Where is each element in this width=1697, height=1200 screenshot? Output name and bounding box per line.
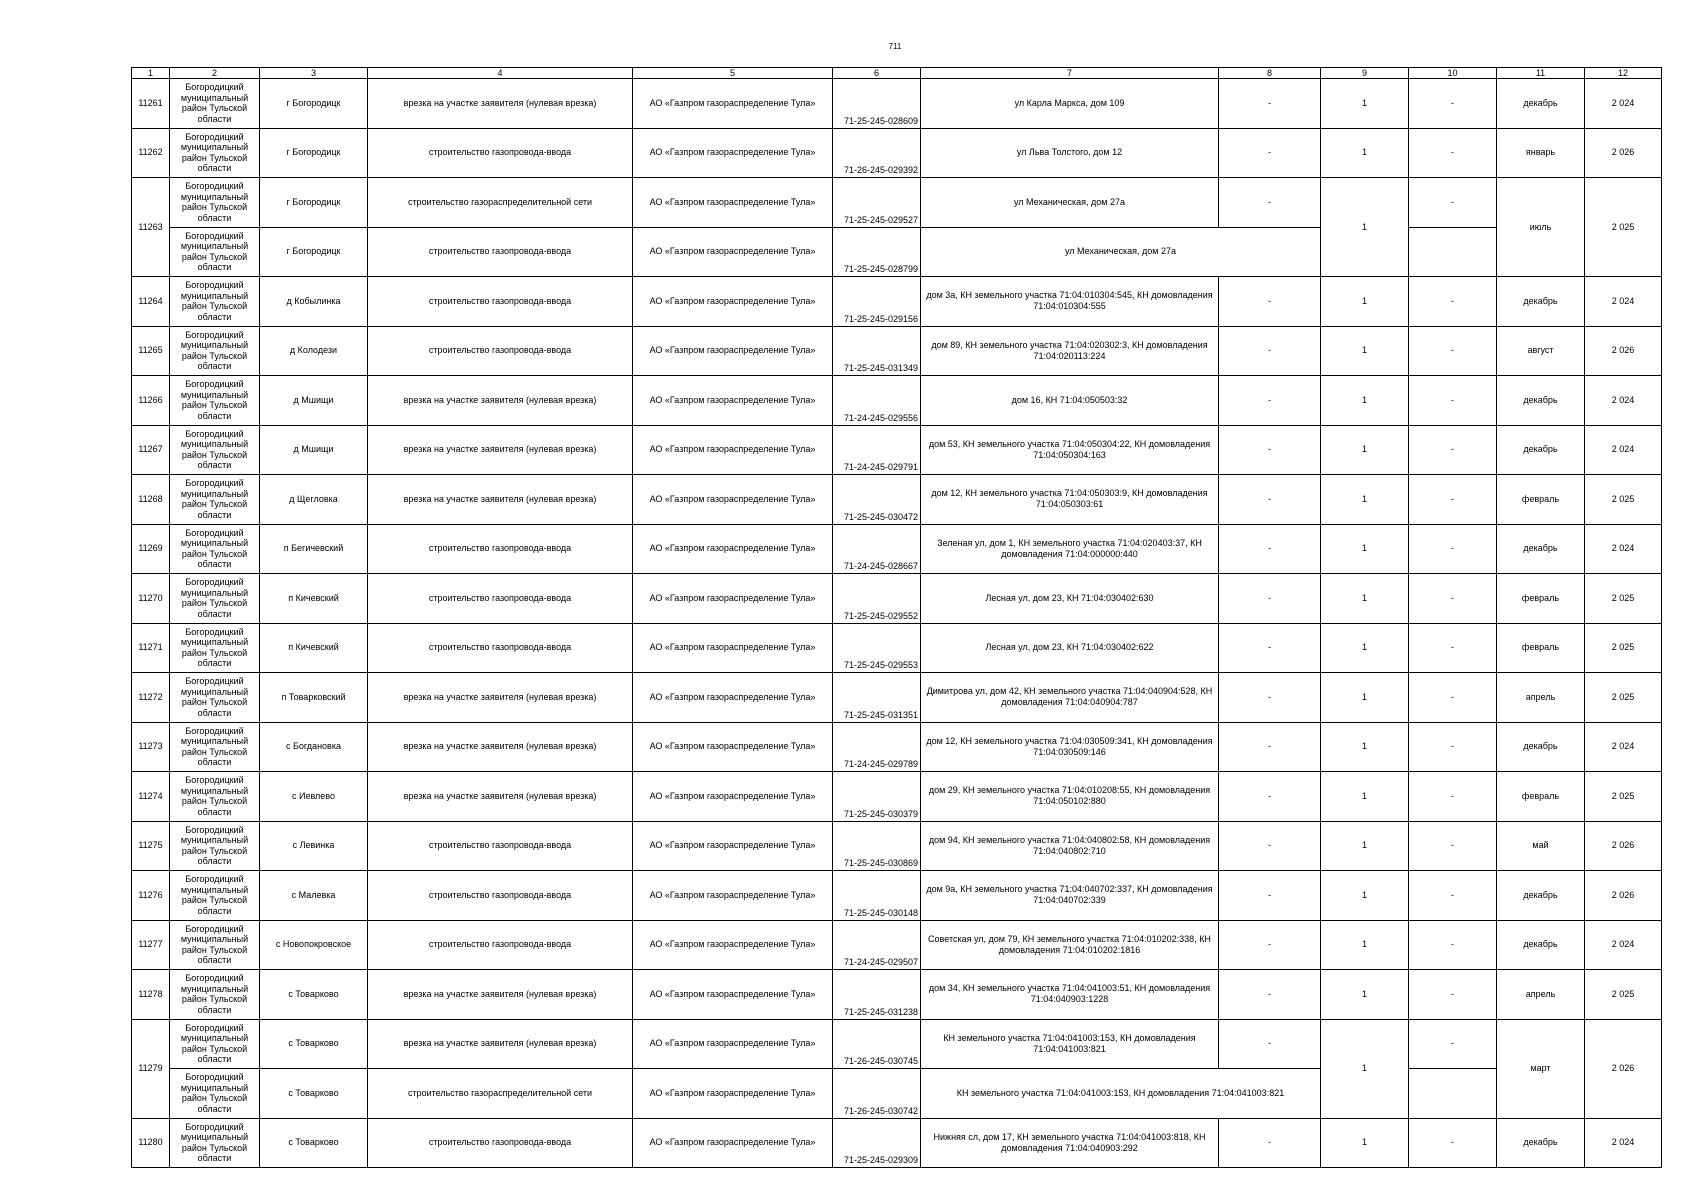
code-cell: 71-25-245-029156 — [833, 277, 921, 327]
settlement-cell: с Иевлево — [260, 772, 368, 822]
table-row — [132, 425, 1662, 475]
code-cell: 71-24-245-029556 — [833, 376, 921, 426]
col8-cell: - — [1219, 821, 1321, 871]
month-cell: декабрь — [1497, 376, 1585, 426]
year-cell: 2 026 — [1585, 128, 1662, 178]
code-cell: 71-24-245-028667 — [833, 524, 921, 574]
settlement-cell: с Богдановка — [260, 722, 368, 772]
work-type-cell: строительство газопровода-ввода — [368, 574, 633, 624]
col10-cell: - — [1409, 1019, 1497, 1069]
month-cell: июль — [1497, 178, 1585, 277]
row-number-cell: 11261 — [132, 79, 170, 129]
table-row — [132, 970, 1662, 1020]
col10-cell: - — [1409, 574, 1497, 624]
month-cell: декабрь — [1497, 425, 1585, 475]
code-cell: 71-24-245-029507 — [833, 920, 921, 970]
col8-cell: - — [1219, 376, 1321, 426]
col10-cell: - — [1409, 326, 1497, 376]
year-cell: 2 025 — [1585, 970, 1662, 1020]
organization-cell: АО «Газпром газораспределение Тула» — [633, 1118, 833, 1168]
organization-cell: АО «Газпром газораспределение Тула» — [633, 425, 833, 475]
row-number-cell: 11276 — [132, 871, 170, 921]
month-cell: декабрь — [1497, 920, 1585, 970]
organization-cell: АО «Газпром газораспределение Тула» — [633, 326, 833, 376]
work-type-cell: врезка на участке заявителя (нулевая врезка) — [368, 722, 633, 772]
work-type-cell: строительство газопровода-ввода — [368, 1118, 633, 1168]
col10-cell: - — [1409, 772, 1497, 822]
table-row — [132, 524, 1662, 574]
col9-cell: 1 — [1321, 623, 1409, 673]
code-cell: 71-26-245-029392 — [833, 128, 921, 178]
row-number-cell: 11269 — [132, 524, 170, 574]
organization-cell: АО «Газпром газораспределение Тула» — [633, 277, 833, 327]
table-row — [132, 673, 1662, 723]
address-cell: дом 34, КН земельного участка 71:04:041003:51, КН домовладения 71:04:040903:1228 — [921, 970, 1219, 1020]
settlement-cell: г Богородицк — [260, 79, 368, 129]
settlement-cell: г Богородицк — [260, 128, 368, 178]
col10-cell: - — [1409, 920, 1497, 970]
year-cell: 2 024 — [1585, 376, 1662, 426]
code-cell: 71-25-245-029527 — [833, 178, 921, 228]
col10-cell: - — [1409, 821, 1497, 871]
work-type-cell: строительство газопровода-ввода — [368, 623, 633, 673]
col8-cell: - — [1219, 326, 1321, 376]
column-number: 12 — [1585, 68, 1662, 79]
settlement-cell: с Товарково — [260, 1069, 368, 1119]
code-cell: 71-26-245-030745 — [833, 1019, 921, 1069]
address-cell: КН земельного участка 71:04:041003:153, КН домовладения 71:04:041003:821 — [921, 1019, 1219, 1069]
col10-cell: - — [1409, 475, 1497, 525]
district-cell: Богородицкий муниципальный район Тульской области — [170, 475, 260, 525]
settlement-cell: с Новопокровское — [260, 920, 368, 970]
code-cell: 71-24-245-029791 — [833, 425, 921, 475]
col8-cell: - — [1219, 871, 1321, 921]
col8-cell: - — [1219, 970, 1321, 1020]
month-cell: декабрь — [1497, 1118, 1585, 1168]
col9-cell: 1 — [1321, 821, 1409, 871]
work-type-cell: строительство газопровода-ввода — [368, 128, 633, 178]
organization-cell: АО «Газпром газораспределение Тула» — [633, 871, 833, 921]
col9-cell: 1 — [1321, 376, 1409, 426]
address-cell: ул Механическая, дом 27а — [921, 178, 1219, 228]
code-cell: 71-25-245-031349 — [833, 326, 921, 376]
address-cell: дом 29, КН земельного участка 71:04:010208:55, КН домовладения 71:04:050102:880 — [921, 772, 1219, 822]
work-type-cell: врезка на участке заявителя (нулевая врезка) — [368, 772, 633, 822]
table-row — [132, 821, 1662, 871]
district-cell: Богородицкий муниципальный район Тульской области — [170, 1069, 260, 1119]
district-cell: Богородицкий муниципальный район Тульской области — [170, 970, 260, 1020]
column-number-row — [132, 68, 1662, 79]
col8-cell: - — [1219, 277, 1321, 327]
code-cell: 71-25-245-031238 — [833, 970, 921, 1020]
col10-cell: - — [1409, 79, 1497, 129]
col9-cell: 1 — [1321, 425, 1409, 475]
organization-cell: АО «Газпром газораспределение Тула» — [633, 673, 833, 723]
month-cell: январь — [1497, 128, 1585, 178]
district-cell: Богородицкий муниципальный район Тульской области — [170, 821, 260, 871]
table-row — [132, 326, 1662, 376]
organization-cell: АО «Газпром газораспределение Тула» — [633, 475, 833, 525]
year-cell: 2 024 — [1585, 524, 1662, 574]
address-cell: дом 53, КН земельного участка 71:04:050304:22, КН домовладения 71:04:050304:163 — [921, 425, 1219, 475]
settlement-cell: п Кичевский — [260, 623, 368, 673]
address-cell: дом 89, КН земельного участка 71:04:020302:3, КН домовладения 71:04:020113:224 — [921, 326, 1219, 376]
col8-cell: - — [1219, 673, 1321, 723]
organization-cell: АО «Газпром газораспределение Тула» — [633, 79, 833, 129]
col8-cell: - — [1219, 178, 1321, 228]
settlement-cell: с Товарково — [260, 970, 368, 1020]
year-cell: 2 025 — [1585, 178, 1662, 277]
row-number-cell: 11271 — [132, 623, 170, 673]
col9-cell: 1 — [1321, 673, 1409, 723]
code-cell: 71-25-245-031351 — [833, 673, 921, 723]
district-cell: Богородицкий муниципальный район Тульской области — [170, 871, 260, 921]
col8-cell: - — [1219, 128, 1321, 178]
month-cell: декабрь — [1497, 524, 1585, 574]
year-cell: 2 025 — [1585, 673, 1662, 723]
col9-cell: 1 — [1321, 79, 1409, 129]
table-body — [132, 68, 1662, 1168]
row-number-cell: 11279 — [132, 1019, 170, 1118]
col10-cell: - — [1409, 871, 1497, 921]
col10-cell: - — [1409, 178, 1497, 228]
work-type-cell: врезка на участке заявителя (нулевая врезка) — [368, 376, 633, 426]
work-type-cell: врезка на участке заявителя (нулевая врезка) — [368, 970, 633, 1020]
row-number-cell: 11266 — [132, 376, 170, 426]
table-row — [132, 722, 1662, 772]
code-cell: 71-25-245-030379 — [833, 772, 921, 822]
year-cell: 2 024 — [1585, 722, 1662, 772]
settlement-cell: д Мшищи — [260, 425, 368, 475]
col9-cell: 1 — [1321, 178, 1409, 277]
table-row — [132, 623, 1662, 673]
row-number-cell: 11265 — [132, 326, 170, 376]
work-type-cell: врезка на участке заявителя (нулевая врезка) — [368, 475, 633, 525]
col9-cell: 1 — [1321, 772, 1409, 822]
table-row — [132, 871, 1662, 921]
address-cell: КН земельного участка 71:04:041003:153, КН домовладения 71:04:041003:821 — [921, 1069, 1321, 1119]
month-cell: апрель — [1497, 673, 1585, 723]
work-type-cell: врезка на участке заявителя (нулевая врезка) — [368, 1019, 633, 1069]
col9-cell: 1 — [1321, 326, 1409, 376]
address-cell: дом 12, КН земельного участка 71:04:030509:341, КН домовладения 71:04:030509:146 — [921, 722, 1219, 772]
settlement-cell: п Кичевский — [260, 574, 368, 624]
table-row — [132, 128, 1662, 178]
year-cell: 2 026 — [1585, 871, 1662, 921]
code-cell: 71-24-245-029789 — [833, 722, 921, 772]
settlement-cell: д Мшищи — [260, 376, 368, 426]
work-type-cell: строительство газопровода-ввода — [368, 277, 633, 327]
address-cell: дом 3а, КН земельного участка 71:04:010304:545, КН домовладения 71:04:010304:555 — [921, 277, 1219, 327]
column-number: 4 — [368, 68, 633, 79]
row-number-cell: 11272 — [132, 673, 170, 723]
registry-table — [131, 67, 1662, 1168]
table-row — [132, 920, 1662, 970]
column-number: 11 — [1497, 68, 1585, 79]
month-cell: декабрь — [1497, 722, 1585, 772]
organization-cell: АО «Газпром газораспределение Тула» — [633, 920, 833, 970]
row-number-cell: 11268 — [132, 475, 170, 525]
address-cell: ул Механическая, дом 27а — [921, 227, 1321, 277]
col10-cell: - — [1409, 1118, 1497, 1168]
work-type-cell: строительство газопровода-ввода — [368, 920, 633, 970]
settlement-cell: п Бегичевский — [260, 524, 368, 574]
col10-cell: - — [1409, 277, 1497, 327]
organization-cell: АО «Газпром газораспределение Тула» — [633, 772, 833, 822]
district-cell: Богородицкий муниципальный район Тульской области — [170, 227, 260, 277]
col8-cell: - — [1219, 772, 1321, 822]
district-cell: Богородицкий муниципальный район Тульской области — [170, 1019, 260, 1069]
month-cell: декабрь — [1497, 871, 1585, 921]
district-cell: Богородицкий муниципальный район Тульской области — [170, 1118, 260, 1168]
address-cell: ул Карла Маркса, дом 109 — [921, 79, 1219, 129]
column-number: 9 — [1321, 68, 1409, 79]
col8-cell: - — [1219, 1118, 1321, 1168]
code-cell: 71-25-245-029309 — [833, 1118, 921, 1168]
district-cell: Богородицкий муниципальный район Тульской области — [170, 673, 260, 723]
district-cell: Богородицкий муниципальный район Тульской области — [170, 574, 260, 624]
code-cell: 71-25-245-028799 — [833, 227, 921, 277]
address-cell: дом 16, КН 71:04:050503:32 — [921, 376, 1219, 426]
settlement-cell: д Щегловка — [260, 475, 368, 525]
column-number: 8 — [1219, 68, 1321, 79]
settlement-cell: с Левинка — [260, 821, 368, 871]
code-cell: 71-26-245-030742 — [833, 1069, 921, 1119]
address-cell: Зеленая ул, дом 1, КН земельного участка 71:04:020403:37, КН домовладения 71:04:000000:440 — [921, 524, 1219, 574]
month-cell: декабрь — [1497, 277, 1585, 327]
organization-cell: АО «Газпром газораспределение Тула» — [633, 1069, 833, 1119]
row-number-cell: 11262 — [132, 128, 170, 178]
code-cell: 71-25-245-029552 — [833, 574, 921, 624]
page-number: 711 — [888, 42, 902, 51]
address-cell: Лесная ул, дом 23, КН 71:04:030402:622 — [921, 623, 1219, 673]
address-cell: ул Льва Толстого, дом 12 — [921, 128, 1219, 178]
column-number: 5 — [633, 68, 833, 79]
table-row — [132, 227, 1662, 277]
month-cell: май — [1497, 821, 1585, 871]
month-cell: февраль — [1497, 623, 1585, 673]
col8-cell: - — [1219, 623, 1321, 673]
column-number: 3 — [260, 68, 368, 79]
column-number: 7 — [921, 68, 1219, 79]
column-number: 6 — [833, 68, 921, 79]
table-row — [132, 772, 1662, 822]
organization-cell: АО «Газпром газораспределение Тула» — [633, 524, 833, 574]
district-cell: Богородицкий муниципальный район Тульской области — [170, 623, 260, 673]
year-cell: 2 025 — [1585, 623, 1662, 673]
organization-cell: АО «Газпром газораспределение Тула» — [633, 376, 833, 426]
work-type-cell: врезка на участке заявителя (нулевая врезка) — [368, 79, 633, 129]
month-cell: апрель — [1497, 970, 1585, 1020]
code-cell: 71-25-245-028609 — [833, 79, 921, 129]
month-cell: февраль — [1497, 574, 1585, 624]
table-row — [132, 475, 1662, 525]
row-number-cell: 11278 — [132, 970, 170, 1020]
organization-cell: АО «Газпром газораспределение Тула» — [633, 227, 833, 277]
district-cell: Богородицкий муниципальный район Тульской области — [170, 524, 260, 574]
settlement-cell: г Богородицк — [260, 178, 368, 228]
month-cell: март — [1497, 1019, 1585, 1118]
work-type-cell: строительство газопровода-ввода — [368, 871, 633, 921]
district-cell: Богородицкий муниципальный район Тульской области — [170, 425, 260, 475]
col8-cell: - — [1219, 425, 1321, 475]
organization-cell: АО «Газпром газораспределение Тула» — [633, 128, 833, 178]
district-cell: Богородицкий муниципальный район Тульской области — [170, 772, 260, 822]
col9-cell: 1 — [1321, 722, 1409, 772]
year-cell: 2 024 — [1585, 277, 1662, 327]
col10-cell: - — [1409, 722, 1497, 772]
col8-cell: - — [1219, 524, 1321, 574]
year-cell: 2 025 — [1585, 772, 1662, 822]
year-cell: 2 026 — [1585, 821, 1662, 871]
year-cell: 2 026 — [1585, 1019, 1662, 1118]
district-cell: Богородицкий муниципальный район Тульской области — [170, 326, 260, 376]
col8-cell: - — [1219, 722, 1321, 772]
district-cell: Богородицкий муниципальный район Тульской области — [170, 178, 260, 228]
col9-cell: 1 — [1321, 128, 1409, 178]
col10-cell: - — [1409, 376, 1497, 426]
table-row — [132, 79, 1662, 129]
district-cell: Богородицкий муниципальный район Тульской области — [170, 722, 260, 772]
settlement-cell: с Товарково — [260, 1118, 368, 1168]
district-cell: Богородицкий муниципальный район Тульской области — [170, 79, 260, 129]
column-number: 10 — [1409, 68, 1497, 79]
work-type-cell: строительство газораспределительной сети — [368, 178, 633, 228]
year-cell: 2 024 — [1585, 1118, 1662, 1168]
row-number-cell: 11280 — [132, 1118, 170, 1168]
row-number-cell: 11264 — [132, 277, 170, 327]
row-number-cell: 11267 — [132, 425, 170, 475]
col8-cell: - — [1219, 79, 1321, 129]
row-number-cell: 11273 — [132, 722, 170, 772]
table-row — [132, 1118, 1662, 1168]
table-row — [132, 1019, 1662, 1069]
address-cell: дом 9а, КН земельного участка 71:04:040702:337, КН домовладения 71:04:040702:339 — [921, 871, 1219, 921]
row-number-cell: 11263 — [132, 178, 170, 277]
district-cell: Богородицкий муниципальный район Тульской области — [170, 376, 260, 426]
col9-cell: 1 — [1321, 475, 1409, 525]
col9-cell: 1 — [1321, 1118, 1409, 1168]
work-type-cell: строительство газопровода-ввода — [368, 326, 633, 376]
address-cell: Советская ул, дом 79, КН земельного участка 71:04:010202:338, КН домовладения 71:04:010202:1816 — [921, 920, 1219, 970]
organization-cell: АО «Газпром газораспределение Тула» — [633, 178, 833, 228]
district-cell: Богородицкий муниципальный район Тульской области — [170, 277, 260, 327]
col10-cell — [1409, 1069, 1497, 1119]
table-row — [132, 376, 1662, 426]
col8-cell: - — [1219, 574, 1321, 624]
address-cell: дом 12, КН земельного участка 71:04:050303:9, КН домовладения 71:04:050303:61 — [921, 475, 1219, 525]
col10-cell: - — [1409, 623, 1497, 673]
row-number-cell: 11274 — [132, 772, 170, 822]
col10-cell: - — [1409, 524, 1497, 574]
address-cell: Лесная ул, дом 23, КН 71:04:030402:630 — [921, 574, 1219, 624]
col10-cell — [1409, 227, 1497, 277]
col10-cell: - — [1409, 673, 1497, 723]
month-cell: февраль — [1497, 772, 1585, 822]
col9-cell: 1 — [1321, 574, 1409, 624]
address-cell: Димитрова ул, дом 42, КН земельного участка 71:04:040904:528, КН домовладения 71:04:040904:787 — [921, 673, 1219, 723]
district-cell: Богородицкий муниципальный район Тульской области — [170, 128, 260, 178]
year-cell: 2 025 — [1585, 574, 1662, 624]
code-cell: 71-25-245-030472 — [833, 475, 921, 525]
year-cell: 2 025 — [1585, 475, 1662, 525]
settlement-cell: г Богородицк — [260, 227, 368, 277]
column-number: 1 — [132, 68, 170, 79]
col9-cell: 1 — [1321, 920, 1409, 970]
col10-cell: - — [1409, 425, 1497, 475]
work-type-cell: врезка на участке заявителя (нулевая врезка) — [368, 425, 633, 475]
year-cell: 2 026 — [1585, 326, 1662, 376]
organization-cell: АО «Газпром газораспределение Тула» — [633, 1019, 833, 1069]
organization-cell: АО «Газпром газораспределение Тула» — [633, 821, 833, 871]
col8-cell: - — [1219, 920, 1321, 970]
table-row — [132, 574, 1662, 624]
work-type-cell: врезка на участке заявителя (нулевая врезка) — [368, 673, 633, 723]
row-number-cell: 11277 — [132, 920, 170, 970]
address-cell: Нижняя сл, дом 17, КН земельного участка 71:04:041003:818, КН домовладения 71:04:040903:292 — [921, 1118, 1219, 1168]
code-cell: 71-25-245-030869 — [833, 821, 921, 871]
month-cell: февраль — [1497, 475, 1585, 525]
organization-cell: АО «Газпром газораспределение Тула» — [633, 574, 833, 624]
col9-cell: 1 — [1321, 277, 1409, 327]
organization-cell: АО «Газпром газораспределение Тула» — [633, 970, 833, 1020]
settlement-cell: с Товарково — [260, 1019, 368, 1069]
work-type-cell: строительство газопровода-ввода — [368, 227, 633, 277]
organization-cell: АО «Газпром газораспределение Тула» — [633, 722, 833, 772]
year-cell: 2 024 — [1585, 920, 1662, 970]
row-number-cell: 11270 — [132, 574, 170, 624]
work-type-cell: строительство газопровода-ввода — [368, 524, 633, 574]
code-cell: 71-25-245-029553 — [833, 623, 921, 673]
col9-cell: 1 — [1321, 524, 1409, 574]
code-cell: 71-25-245-030148 — [833, 871, 921, 921]
settlement-cell: с Малевка — [260, 871, 368, 921]
table-row — [132, 1069, 1662, 1119]
organization-cell: АО «Газпром газораспределение Тула» — [633, 623, 833, 673]
month-cell: август — [1497, 326, 1585, 376]
address-cell: дом 94, КН земельного участка 71:04:040802:58, КН домовладения 71:04:040802:710 — [921, 821, 1219, 871]
settlement-cell: п Товарковский — [260, 673, 368, 723]
column-number: 2 — [170, 68, 260, 79]
year-cell: 2 024 — [1585, 79, 1662, 129]
table-row — [132, 178, 1662, 228]
row-number-cell: 11275 — [132, 821, 170, 871]
col9-cell: 1 — [1321, 970, 1409, 1020]
col9-cell: 1 — [1321, 871, 1409, 921]
settlement-cell: д Колодези — [260, 326, 368, 376]
col10-cell: - — [1409, 128, 1497, 178]
district-cell: Богородицкий муниципальный район Тульской области — [170, 920, 260, 970]
col8-cell: - — [1219, 475, 1321, 525]
year-cell: 2 024 — [1585, 425, 1662, 475]
col8-cell: - — [1219, 1019, 1321, 1069]
work-type-cell: строительство газораспределительной сети — [368, 1069, 633, 1119]
table-row — [132, 277, 1662, 327]
work-type-cell: строительство газопровода-ввода — [368, 821, 633, 871]
settlement-cell: д Кобылинка — [260, 277, 368, 327]
col9-cell: 1 — [1321, 1019, 1409, 1118]
col10-cell: - — [1409, 970, 1497, 1020]
month-cell: декабрь — [1497, 79, 1585, 129]
